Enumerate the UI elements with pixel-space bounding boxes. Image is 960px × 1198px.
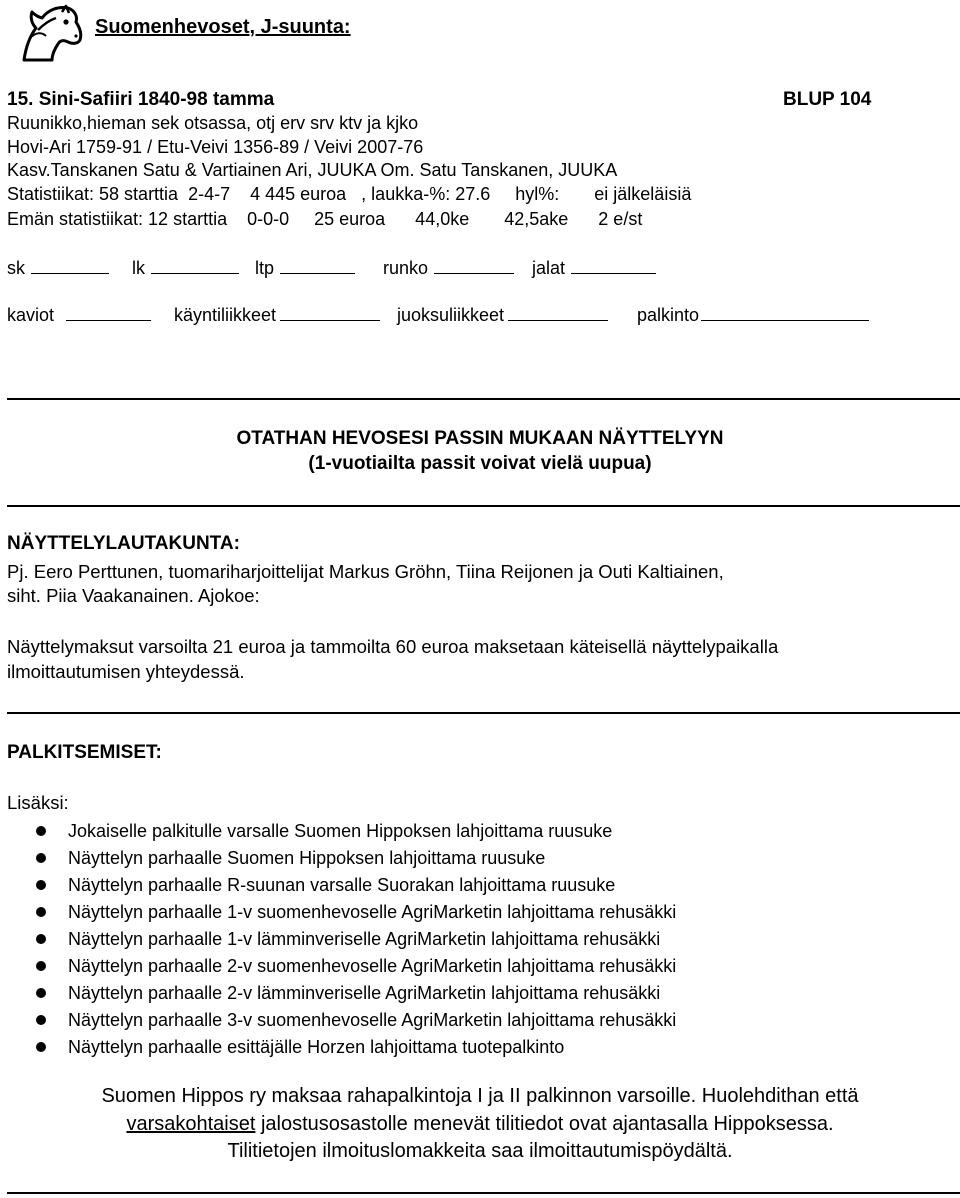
bullet-icon — [36, 880, 46, 890]
divider — [7, 505, 960, 507]
divider — [7, 1192, 960, 1194]
dam-statistics: Emän statistiikat: 12 starttia 0-0-0 25 euroa 44,0ke 42,5ake 2 e/st — [7, 209, 643, 229]
prize-money-notice: Suomen Hippos ry maksaa rahapalkintoja I ja II palkinnon varsoille. Huolehdithan että — [101, 1085, 859, 1107]
passport-notice: OTATHAN HEVOSESI PASSIN MUKAAN NÄYTTELYYN — [236, 428, 724, 449]
list-item: Näyttelyn parhaalle 3-v suomenhevoselle AgriMarketin lahjoittama rehusäkki — [0, 1007, 676, 1034]
bullet-icon — [36, 1015, 46, 1025]
bullet-icon — [36, 934, 46, 944]
list-item: Jokaiselle palkitulle varsalle Suomen Hippoksen lahjoittama ruusuke — [0, 818, 676, 845]
bullet-icon — [36, 853, 46, 863]
jury-secretary: siht. Piia Vaakanainen. Ajokoe: — [7, 585, 260, 606]
fees-text: Näyttelymaksut varsoilta 21 euroa ja tammoilta 60 euroa maksetaan käteisellä näyttelypaikalla — [7, 636, 779, 657]
list-item: Näyttelyn parhaalle Suomen Hippoksen lahjoittama ruusuke — [0, 845, 676, 872]
score-field-lk: lk — [132, 255, 239, 279]
horse-description: Ruunikko,hieman sek otsassa, otj erv srv ktv ja kjko — [7, 113, 419, 133]
prize-money-notice-cont: varsakohtaiset jalostusosastolle menevät tilitiedot ovat ajantasalla Hippoksessa. — [126, 1113, 834, 1135]
prize-list — [0, 818, 676, 1061]
account-form-notice: Tilitietojen ilmoituslomakkeita saa ilmoittautumispöydältä. — [227, 1140, 733, 1162]
horse-name: 15. Sini-Safiiri 1840-98 tamma — [7, 89, 275, 110]
list-item: Näyttelyn parhaalle esittäjälle Horzen lahjoittama tuotepalkinto — [0, 1034, 676, 1061]
passport-notice-sub: (1-vuotiailta passit voivat vielä uupua) — [308, 453, 652, 474]
bullet-icon — [36, 988, 46, 998]
jury-heading: NÄYTTELYLAUTAKUNTA: — [7, 533, 240, 554]
horse-breeder-owner: Kasv.Tanskanen Satu & Vartiainen Ari, JUUKA Om. Satu Tanskanen, JUUKA — [7, 160, 618, 180]
score-field-kayntiliikkeet: käyntiliikkeet — [174, 302, 380, 326]
list-item: Näyttelyn parhaalle R-suunan varsalle Suorakan lahjoittama ruusuke — [0, 872, 676, 899]
prizes-intro: Lisäksi: — [7, 792, 69, 813]
page-title: Suomenhevoset, J-suunta: — [95, 16, 351, 38]
horse-head-logo — [16, 2, 86, 64]
divider — [7, 712, 960, 714]
score-field-jalat: jalat — [532, 255, 656, 279]
bullet-icon — [36, 961, 46, 971]
bullet-icon — [36, 907, 46, 917]
list-item: Näyttelyn parhaalle 1-v lämminveriselle AgriMarketin lahjoittama rehusäkki — [0, 926, 676, 953]
list-item: Näyttelyn parhaalle 1-v suomenhevoselle AgriMarketin lahjoittama rehusäkki — [0, 899, 676, 926]
horse-pedigree: Hovi-Ari 1759-91 / Etu-Veivi 1356-89 / Veivi 2007-76 — [7, 137, 424, 157]
list-item: Näyttelyn parhaalle 2-v lämminveriselle AgriMarketin lahjoittama rehusäkki — [0, 980, 676, 1007]
blup-value: BLUP 104 — [783, 89, 872, 110]
list-item: Näyttelyn parhaalle 2-v suomenhevoselle AgriMarketin lahjoittama rehusäkki — [0, 953, 676, 980]
jury-members: Pj. Eero Perttunen, tuomariharjoittelijat Markus Gröhn, Tiina Reijonen ja Outi Kaltiainen, — [7, 561, 724, 582]
score-field-ltp: ltp — [255, 255, 355, 279]
prizes-heading: PALKITSEMISET: — [7, 742, 162, 763]
fees-text-cont: ilmoittautumisen yhteydessä. — [7, 661, 245, 682]
horse-statistics: Statistiikat: 58 starttia 2-4-7 4 445 euroa , laukka-%: 27.6 hyl%: ei jälkeläisiä — [7, 184, 692, 204]
varsakohtaiset-term: varsakohtaiset — [126, 1113, 256, 1135]
score-field-palkinto: palkinto — [637, 302, 869, 326]
bullet-icon — [36, 1042, 46, 1052]
score-field-juoksuliikkeet: juoksuliikkeet — [397, 302, 608, 326]
score-field-sk: sk — [7, 255, 109, 279]
score-field-runko: runko — [383, 255, 514, 279]
score-field-kaviot: kaviot — [7, 302, 151, 326]
divider — [7, 398, 960, 400]
bullet-icon — [36, 826, 46, 836]
